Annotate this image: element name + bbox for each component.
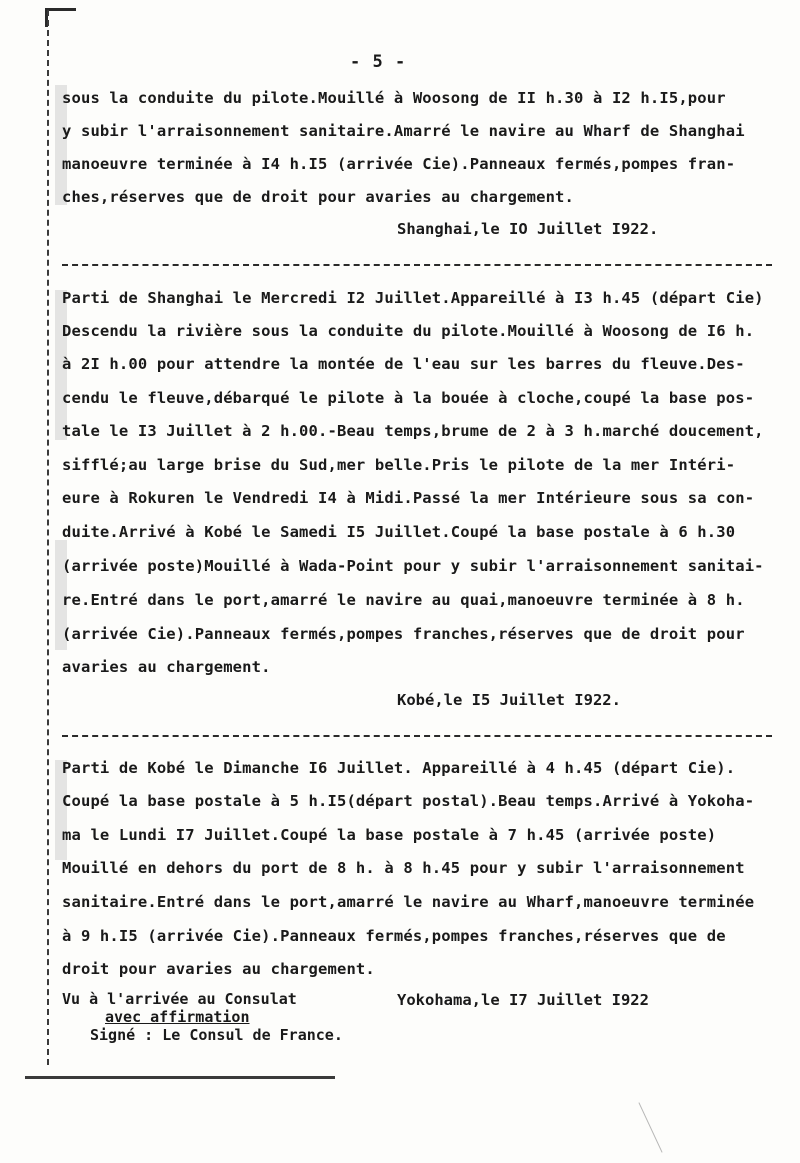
page-number: - 5 - [350,52,407,72]
scan-corner-mark [45,8,76,27]
text-line: sous la conduite du pilote.Mouillé à Woosong de II h.30 à I2 h.I5,pour [62,89,726,107]
text-line: (arrivée Cie).Panneaux fermés,pompes franches,réserves que de droit pour [62,625,745,643]
section-separator [62,735,772,737]
text-line: manoeuvre terminée à I4 h.I5 (arrivée Cie).Panneaux fermés,pompes fran- [62,155,736,173]
text-line: Parti de Shanghai le Mercredi I2 Juillet.Appareillé à I3 h.45 (départ Cie) [62,289,764,307]
scan-scratch-mark [638,1102,662,1152]
place-date-shanghai: Shanghai,le IO Juillet I922. [397,220,659,238]
text-line: y subir l'arraisonnement sanitaire.Amarré le navire au Wharf de Shanghai [62,122,745,140]
text-line: avaries au chargement. [62,658,271,676]
text-line: Coupé la base postale à 5 h.I5(départ postal).Beau temps.Arrivé à Yokoha- [62,792,755,810]
left-margin-rule [47,10,49,1065]
place-date-kobe: Kobé,le I5 Juillet I922. [397,691,621,709]
text-line: tale le I3 Juillet à 2 h.00.-Beau temps,brume de 2 à 3 h.marché doucement, [62,422,764,440]
text-line: ma le Lundi I7 Juillet.Coupé la base postale à 7 h.45 (arrivée poste) [62,826,717,844]
text-line: Descendu la rivière sous la conduite du pilote.Mouillé à Woosong de I6 h. [62,322,755,340]
text-line: ches,réserves que de droit pour avaries au chargement. [62,188,575,206]
text-line: sanitaire.Entré dans le port,amarré le navire au Wharf,manoeuvre terminée [62,893,755,911]
text-line: à 2I h.00 pour attendre la montée de l'eau sur les barres du fleuve.Des- [62,355,745,373]
text-line: Parti de Kobé le Dimanche I6 Juillet. Appareillé à 4 h.45 (départ Cie). [62,759,736,777]
place-date-yokohama: Yokohama,le I7 Juillet I922 [397,991,649,1009]
section-separator [62,264,772,266]
text-line: à 9 h.I5 (arrivée Cie).Panneaux fermés,pompes franches,réserves que de [62,927,726,945]
bottom-rule [25,1076,335,1079]
consul-signature-line: Signé : Le Consul de France. [90,1026,343,1044]
text-line: cendu le fleuve,débarqué le pilote à la bouée à cloche,coupé la base pos- [62,389,755,407]
text-line: duite.Arrivé à Kobé le Samedi I5 Juillet.Coupé la base postale à 6 h.30 [62,523,736,541]
text-line: Mouillé en dehors du port de 8 h. à 8 h.45 pour y subir l'arraisonnement [62,859,745,877]
text-line: droit pour avaries au chargement. [62,960,375,978]
consulate-visa-line: Vu à l'arrivée au Consulat [62,990,297,1008]
text-line: sifflé;au large brise du Sud,mer belle.Pris le pilote de la mer Intéri- [62,456,736,474]
text-line: eure à Rokuren le Vendredi I4 à Midi.Passé la mer Intérieure sous sa con- [62,489,755,507]
text-line: (arrivée poste)Mouillé à Wada-Point pour y subir l'arraisonnement sanitai- [62,557,764,575]
text-line: re.Entré dans le port,amarré le navire au quai,manoeuvre terminée à 8 h. [62,591,745,609]
affirmation-line: avec affirmation [105,1008,250,1026]
